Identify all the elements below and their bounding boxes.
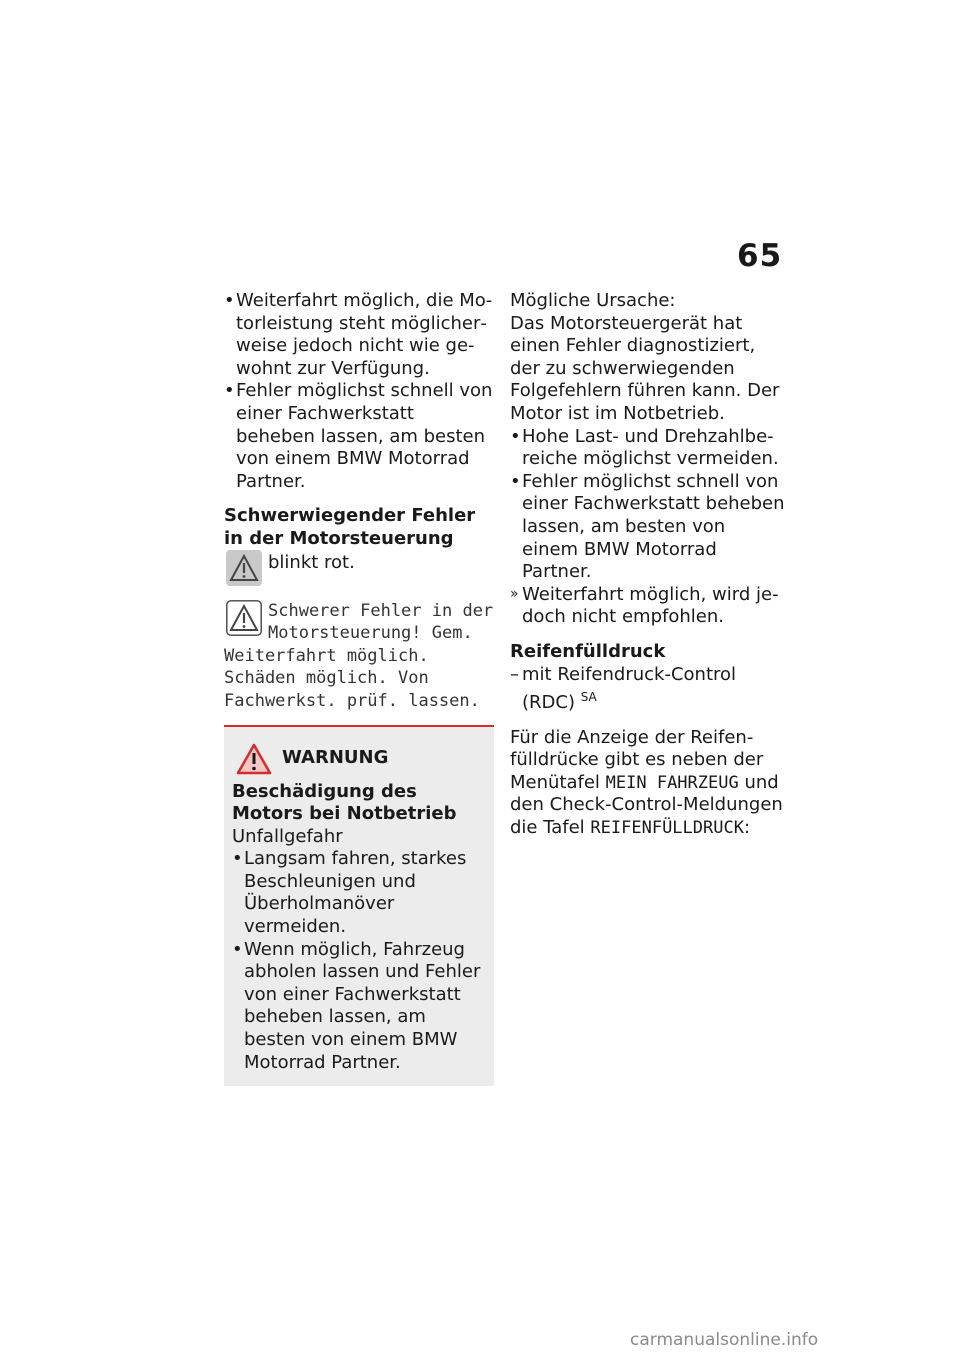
list-item: • Langsam fahren, starkes Beschleunigen und Überholmanöver vermeiden. [232,848,486,938]
warning-list [232,848,486,1074]
result-list [510,584,785,629]
cause-text: Das Motorsteuergerät hat einen Fehler diagnostiziert, der zu schwerwiegenden Folgefehlern führen kann. Der Motor ist im Notbetrieb. [510,312,780,424]
right-column [510,290,785,840]
panel-name-tyre-pressure: REIFENFÜLLDRUCK [590,818,744,839]
menu-name-my-vehicle: MEIN FAHRZEUG [605,772,739,793]
equipment-note [510,664,785,715]
warning-header [232,743,486,775]
right-bullet-list [510,426,785,584]
rdc-paragraph [510,727,785,840]
section-heading-rdc: Reifenfülldruck [510,640,666,662]
rdc-text-2: und den Check-Control-Meldungen die Tafel [510,771,783,839]
list-item: • Wenn möglich, Fahrzeug abholen lassen und Fehler von einer Fachwerkstatt beheben lassen, am besten von einem BMW Motorrad Partner. [232,939,486,1075]
warning-light-icon [226,550,262,586]
equipment-sup: SA [580,690,597,705]
page-number: 65 [737,238,783,274]
warning-title: Beschädigung des Motors bei Notbetrieb [232,780,457,825]
check-control-message [224,600,494,713]
warning-icon [236,743,272,775]
list-item: » Weiterfahrt möglich, wird jedoch nicht empfohlen. [510,584,785,629]
watermark: carmanualsonline.info [630,1330,819,1350]
list-item: • Hohe Last- und Drehzahlbereiche möglichst vermeiden. [510,426,785,471]
warning-label: WARNUNG [282,747,389,769]
list-item: • Fehler möglichst schnell von einer Fachwerkstatt beheben lassen, am besten von einem BMW Motorrad Partner. [224,380,494,493]
left-bullet-list [224,290,494,493]
list-item: • Weiterfahrt möglich, die Motorleistung steht möglicherweise jedoch nicht wie gewohnt zur Verfügung. [224,290,494,380]
section-heading: Schwerwiegender Fehler in der Motorsteuerung [224,505,476,549]
equipment-text: mit Reifendruck-Control (RDC) [522,663,737,714]
warning-light-line [224,552,494,586]
warning-subtitle: Unfallgefahr [232,825,343,847]
check-control-text: Schwerer Fehler in der Motorsteuerung! Gem. Weiterfahrt möglich. Schäden möglich. Von Fachwerkst. prüf. lassen. [224,600,494,711]
rdc-text-end: : [743,817,751,839]
blink-status-text: blinkt rot. [268,551,355,573]
warning-box [224,725,494,1087]
left-column [224,290,494,1086]
warning-triangle-icon [226,600,262,636]
cause-label: Mögliche Ursache: [510,290,676,311]
list-item: • Fehler möglichst schnell von einer Fachwerkstatt beheben lassen, am besten von einem BMW Motorrad Partner. [510,471,785,584]
rdc-text-1: Für die Anzeige der Reifenfülldrücke gibt es neben der Menütafel [510,726,764,793]
